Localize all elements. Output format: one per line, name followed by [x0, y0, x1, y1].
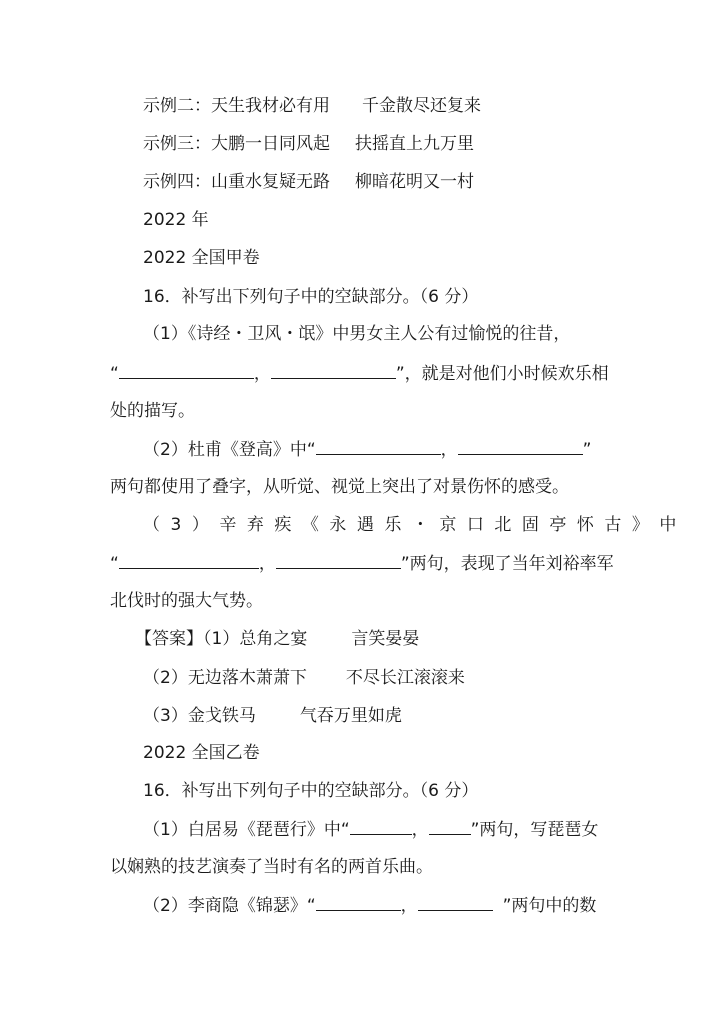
close-quote-text: ”两句，表现了当年刘裕率军: [400, 554, 614, 574]
jia-item-2-line-2: 两句都使用了叠字，从听觉、视觉上突出了对景伤怀的感受。: [110, 477, 569, 497]
jia-item-3-line-2: [110, 552, 614, 575]
open-quote: “: [110, 364, 119, 384]
close-quote-text: ”两句中的数: [502, 896, 597, 916]
paper-title-jia: 2022 全国甲卷: [143, 248, 260, 268]
answer-blank: [458, 438, 583, 455]
close-quote: ”: [582, 440, 592, 460]
example-two-head: 示例二：天生我材必有用: [143, 96, 330, 116]
example-four-head: 示例四：山重水复疑无路: [143, 172, 330, 192]
year-heading: 2022 年: [143, 210, 209, 230]
answer-blank: [429, 818, 471, 835]
answer-3-a: （3）金戈铁马: [143, 706, 256, 726]
answer-2-a: （2）无边落木萧萧下: [143, 668, 307, 688]
jia-item-3-line-1: （3）辛弃疾《永遇乐・京口北固亭怀古》中: [143, 515, 687, 535]
question-16-jia: 16．补写出下列句子中的空缺部分。（6 分）: [143, 287, 479, 307]
answer-blank: [119, 552, 259, 569]
jia-item-1-line-2: [110, 362, 609, 385]
example-three: [143, 133, 474, 155]
yi-item-1-line-2: 以娴熟的技艺演奏了当时有名的两首乐曲。: [110, 857, 433, 877]
item-2-prefix: （2）李商隐《锦瑟》“: [143, 896, 316, 916]
item-1-prefix: （1）白居易《琵琶行》中“: [143, 820, 350, 840]
example-three-head: 示例三：大鹏一日同风起: [143, 134, 330, 154]
answer-1-a: 【答案】（1）总角之宴: [135, 629, 308, 649]
answer-blank: [350, 818, 412, 835]
item-2-prefix: （2）杜甫《登高》中“: [143, 440, 316, 460]
answer-3: [143, 705, 402, 727]
answer-blank: [316, 438, 441, 455]
comma: ，: [400, 896, 418, 916]
yi-item-2-line-1: [143, 894, 596, 917]
paper-title-yi: 2022 全国乙卷: [143, 743, 260, 763]
question-16-yi: 16．补写出下列句子中的空缺部分。（6 分）: [143, 781, 479, 801]
answer-2: [143, 667, 465, 689]
answer-blank: [119, 362, 254, 379]
comma: ，: [440, 440, 458, 460]
answer-blank: [271, 362, 396, 379]
comma: ，: [253, 364, 271, 384]
answer-1: [135, 628, 419, 650]
comma: ，: [258, 554, 276, 574]
open-quote: “: [110, 554, 119, 574]
example-two: [143, 95, 481, 117]
jia-item-1-line-1: （1）《诗经・卫风・氓》中男女主人公有过愉悦的往昔，: [143, 324, 571, 344]
example-two-tail: 千金散尽还复来: [362, 96, 481, 116]
jia-item-3-line-3: 北伐时的强大气势。: [110, 591, 263, 611]
example-four-tail: 柳暗花明又一村: [355, 172, 474, 192]
answer-3-b: 气吞万里如虎: [299, 706, 402, 726]
answer-blank: [276, 552, 401, 569]
example-three-tail: 扶摇直上九万里: [355, 134, 474, 154]
close-quote-text: ”，就是对他们小时候欢乐相: [395, 364, 609, 384]
answer-2-b: 不尽长江滚滚来: [345, 668, 465, 688]
jia-item-2-line-1: [143, 438, 591, 461]
answer-blank: [316, 894, 401, 911]
jia-item-1-line-3: 处的描写。: [110, 401, 195, 421]
answer-1-b: 言笑晏晏: [351, 629, 420, 649]
comma: ，: [411, 820, 429, 840]
close-quote-text: ”两句，写琵琶女: [470, 820, 599, 840]
answer-blank: [418, 894, 493, 911]
example-four: [143, 171, 474, 193]
yi-item-1-line-1: [143, 818, 598, 841]
